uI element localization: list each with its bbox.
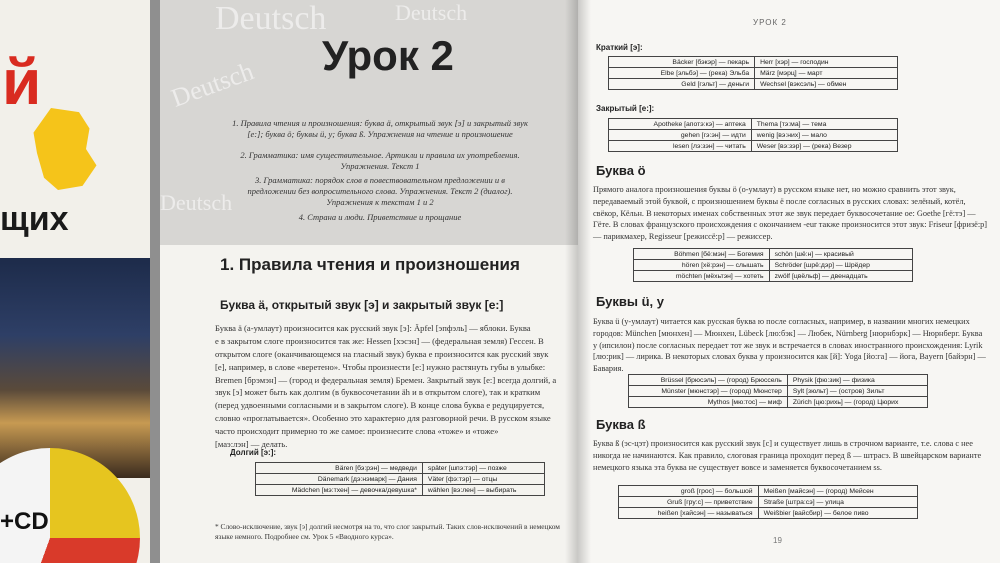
table-cell: wählen [вэ:лен] — выбирать [422,485,544,496]
paragraph-line: [e], например, в слове «веретено». Чтобы произнести [e:] нужно растянуть губы в улыбке: [215,361,546,372]
left-page [160,0,578,563]
table-cell: Apotheke [апотэ:кэ] — аптека [609,119,752,130]
table-cell: Weißbier [вайсбир] — белое пиво [758,508,917,519]
table-row [619,497,918,508]
closed-vowel-table [608,118,898,152]
book-gutter [565,0,591,563]
toc-item: 1. Правила чтения и произношения: буква ä, открытый звук [э] и закрытый звук [e:]; буква ö; буквы ü, y; буква ß. Упражнения на чтение и произношение [232,118,528,140]
table-cell: Herr [хэр] — господин [755,57,898,68]
table-cell: Straße [штра:сэ] — улица [758,497,917,508]
table-row [256,485,545,496]
running-head: УРОК 2 [753,18,787,27]
o-heading: Буква ö [596,163,646,178]
table-row [609,57,898,68]
long-vowel-label: Долгий [э:]: [230,448,277,457]
table-cell: groß [грос] — большой [619,486,759,497]
lesson-title: Урок 2 [322,32,454,79]
table-cell: März [мэрц] — март [755,68,898,79]
table-cell: Dänemark [дэ:нэмарк] — Дания [256,474,423,485]
closed-vowel-label: Закрытый [e:]: [596,104,655,113]
table-cell: Physik [фю:зик] — физика [787,375,927,386]
paragraph-line: [маэ:лэн] — делать. [215,439,288,450]
toc-item: 2. Грамматика: имя существительное. Артикли и правила их употребления. Упражнения. Текст 1 [240,150,520,172]
toc-item: 3. Грамматика: порядок слов в повествовательном предложении и в предложении без вопросительного слова. Упражнения. Текст 2 (диалог). Упражнения к текстам 1 и 2 [247,175,513,208]
table-cell: Geld [гэльт] — деньги [609,79,755,90]
table-cell: zwölf [цвёльф] — двенадцать [769,271,912,282]
table-cell: Münster [мюнстэр] — (город) Мюнстер [629,386,788,397]
table-cell: Wechsel [вэксэль] — обмен [755,79,898,90]
watermark: Deutsch [395,0,468,25]
ss-table [618,485,918,519]
table-row [609,119,898,130]
table-cell: möchten [мёхьтэн] — хотеть [634,271,770,282]
right-page [578,0,1000,563]
short-vowel-label: Краткий [э]: [596,43,643,52]
table-row [634,271,913,282]
o-table [633,248,913,282]
city-photo [0,258,150,478]
section-heading: 1. Правила чтения и произношения [220,255,520,274]
toc-item: 4. Страна и люди. Приветствие и прощание [298,212,462,222]
table-cell: Bäcker [бэкэр] — пекарь [609,57,755,68]
table-cell: Bären [бэ:рэн] — медведи [256,463,423,474]
paragraph-line: открытом слоге (оканчивающемся на гласный звук) буква e произносится как русский звук [215,348,549,359]
footnote: * Слово-исключение, звук [э] долгий несмотря на то, что слог закрытый. Таких слов-исключений в немецком языке немного. Подробнее см. Урок 5 «Вводного курса». [215,522,560,541]
ss-heading: Буква ß [596,417,646,432]
table-cell: wenig [вэ:них] — мало [751,130,897,141]
table-row [609,141,898,152]
ss-paragraph: Буква ß (эс-цэт) произносится как русский звук [с] и существует лишь в строчном варианте, т.е. слова с нее никогда не начинаются. Как правило, слоговая граница проходит перед ß — штраcэ. В швейцарском варианте немецкого языка эта буква не существует вовсе и заменяется буквосочетанием ss. [593,439,982,472]
table-cell: später [шпэ:тэр] — позже [422,463,544,474]
table-row [256,463,545,474]
u-heading: Буквы ü, y [596,294,665,309]
table-row [609,130,898,141]
o-paragraph: Прямого аналога произношения буквы ö (о-умлаут) в русском языке нет, но можно сравнить этот звук, передаваемый этой буквой, с произношением буквы ё после согласных в русских словах: зелёный, котёл, свёкор, Кёльн. В некоторых именах собственных этот же звук передает буквосочетание oe: Goethe [гё:тэ] — Гёте. В словах французского происхождения с окончанием -eur также произносится этот звук: Friseur [фризё:р] — парикмахер, Regisseur [режиссё:р] — режиссер. [593,185,988,242]
cover-subtitle-fragment: щих [0,200,69,238]
book-cover [0,0,150,563]
table-row [609,79,898,90]
paragraph-line: Буква ä (а-умлаут) произносится как русский звук [э]: Äpfel [эпфэль] — яблоки. Буква [215,323,531,333]
table-cell: Väter [фэ:тэр] — отцы [422,474,544,485]
watermark: Deutsch [160,190,233,215]
table-cell: lesen [лэ:зэн] — читать [609,141,752,152]
subheading: Буква ä, открытый звук [э] и закрытый звук [e:] [220,298,504,312]
page-number: 19 [773,536,782,545]
paragraph-line: e в закрытом слоге произносится так же: Hessen [хэсэн] — (федеральная земля) Гессен. В [215,335,544,346]
table-cell: Brüssel [брюсэль] — (город) Брюссель [629,375,788,386]
table-row [634,260,913,271]
table-cell: Meißen [майсэн] — (город) Мейсен [758,486,917,497]
table-row [629,386,928,397]
table-cell: heißen [хайсэн] — называться [619,508,759,519]
table-cell: Thema [тэ:ма] — тема [751,119,897,130]
cd-label: +CD [0,508,49,535]
table-cell: hören [хё:рэн] — слышать [634,260,770,271]
watermark: Deutsch [215,0,327,37]
table-row [629,375,928,386]
table-cell: Mädchen [мэ:тхен] — девочка/девушка* [256,485,423,496]
u-paragraph: Буква ü (у-умлаут) читается как русская буква ю после согласных, например, в названии многих немецких городов: München [мюнхен] — Мюнхен, Lübeck [лю:бэк] — Любек, Nürnberg [нюрнбэрк] — Нюрнберг. Буква y (ипсилон) после согласных передает тот же звук и встречается в словах иностранного происхождения: Lyrik [лю:рик] — лирика. В некоторых словах буква y произносится как [й]: Yoga [йо:га] — йога, Bayern [байэрн] — Бавария. [593,317,986,374]
germany-map-icon [30,108,100,190]
u-table [628,374,928,408]
table-cell: Weser [вэ:зэр] — (река) Везер [751,141,897,152]
table-cell: Mythos [мю:тос] — миф [629,397,788,408]
long-vowel-table [255,462,545,496]
paragraph [215,322,570,451]
table-row [629,397,928,408]
table-row [619,486,918,497]
table-row [256,474,545,485]
table-cell: Böhmen [бё:мэн] — Богемия [634,249,770,260]
table-cell: schön [шё:н] — красивый [769,249,912,260]
table-cell: gehen [гэ:эн] — идти [609,130,752,141]
paragraph-line: (перед удвоенными согласными и в закрытом слоге). В конце слова буква e редуцируется, словно «проглатывается». Особенно это характерно для разговорной речи. В русском языке часто происходит примерно то же самое: произнесите слова «тоже» и «тоже» [215,400,551,437]
table-cell: Elbe [эльбэ] — (река) Эльба [609,68,755,79]
table-row [634,249,913,260]
table-cell: Gruß [гру:с] — приветствие [619,497,759,508]
table-row [619,508,918,519]
table-cell: Schröder [шрё:дэр] — Шрёдер [769,260,912,271]
table-cell: Zürich [цю:рихь] — (город) Цюрих [787,397,927,408]
short-vowel-table [608,56,898,90]
table-row [609,68,898,79]
paragraph-line: звук [э] может быть как долгим (в буквосочетании äh и в открытом слоге), так и кратким [215,387,541,398]
table-cell: Sylt [зюльт] — (остров) Зильт [787,386,927,397]
watermark: Deutsch [167,56,258,113]
paragraph-line: Bremen [брэмэн] — (город и федеральная земля) Бремен. Закрытый звук [e:] всегда долгий, а [215,374,557,385]
cover-title-fragment: й [2,46,42,118]
